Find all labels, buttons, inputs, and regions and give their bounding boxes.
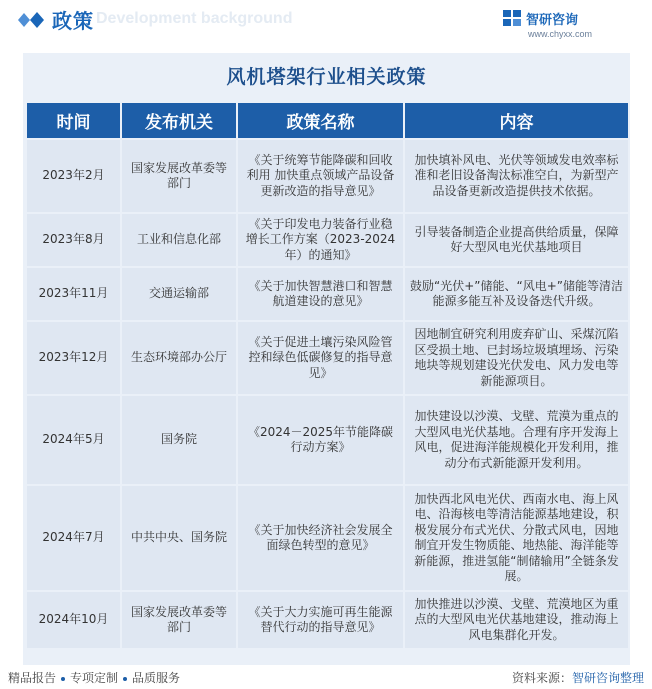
cell-content: 加快填补风电、光伏等领域发电效率标准和老旧设备淘汰标准空白，为新型产品设备更新改造提供技术依据。 xyxy=(405,140,628,212)
cell-policy-name: 《关于加快智慧港口和智慧航道建设的意见》 xyxy=(238,268,403,320)
cell-org: 生态环境部办公厅 xyxy=(122,322,236,394)
table-row xyxy=(27,486,628,590)
column-header-date: 时间 xyxy=(27,103,120,138)
cell-content: 加快西北风电光伏、西南水电、海上风电、沿海核电等清洁能源基地建设，积极发展分布式光伏、分散式风电，因地制宜开发生物质能、地热能、海洋能等新能源，推进氢能“制储输用”全链条发展。 xyxy=(405,486,628,590)
brand-url: www.chyxx.com xyxy=(528,29,593,39)
column-header-policy-name: 政策名称 xyxy=(238,103,403,138)
cell-content: 加快推进以沙漠、戈壁、荒漠地区为重点的大型风电光伏基地建设，推动海上风电集群化开发。 xyxy=(405,592,628,648)
cell-org: 交通运输部 xyxy=(122,268,236,320)
table-title: 风机塔架行业相关政策 xyxy=(226,66,427,88)
cell-date: 2024年5月 xyxy=(27,396,120,484)
table-row xyxy=(27,140,628,212)
footer-tag: 专项定制 xyxy=(70,671,119,685)
cell-date: 2024年10月 xyxy=(27,592,120,648)
cell-org: 国家发展改革委等部门 xyxy=(122,140,236,212)
cell-org: 中共中央、国务院 xyxy=(122,486,236,590)
table-header-row xyxy=(27,103,628,138)
cell-date: 2023年8月 xyxy=(27,214,120,266)
policy-panel xyxy=(23,53,630,665)
cell-policy-name: 《关于统筹节能降碳和回收利用 加快重点领域产品设备更新改造的指导意见》 xyxy=(238,140,403,212)
cell-policy-name: 《关于大力实施可再生能源替代行动的指导意见》 xyxy=(238,592,403,648)
footer-source xyxy=(512,669,644,686)
diamond-icon xyxy=(10,9,50,31)
cell-org: 国务院 xyxy=(122,396,236,484)
cell-org: 工业和信息化部 xyxy=(122,214,236,266)
cell-policy-name: 《关于促进土壤污染风险管控和绿色低碳修复的指导意见》 xyxy=(238,322,403,394)
footer-tag: 品质服务 xyxy=(132,671,181,685)
cell-content: 引导装备制造企业提高供给质量，保障好大型风电光伏基地项目 xyxy=(405,214,628,266)
cell-policy-name: 《关于加快经济社会发展全面绿色转型的意见》 xyxy=(238,486,403,590)
brand-logo-icon xyxy=(502,9,522,27)
table-row xyxy=(27,214,628,266)
page-header xyxy=(0,0,652,44)
source-label: 资料来源： xyxy=(511,671,572,685)
cell-policy-name: 《2024－2025年节能降碳行动方案》 xyxy=(238,396,403,484)
bullet-dot-icon xyxy=(123,677,127,681)
cell-org: 国家发展改革委等部门 xyxy=(122,592,236,648)
page-footer xyxy=(0,665,652,689)
cell-date: 2023年11月 xyxy=(27,268,120,320)
table-row xyxy=(27,322,628,394)
footer-tags xyxy=(8,669,180,686)
cell-date: 2023年2月 xyxy=(27,140,120,212)
column-header-org: 发布机关 xyxy=(122,103,236,138)
footer-tag: 精品报告 xyxy=(8,671,57,685)
cell-date: 2024年7月 xyxy=(27,486,120,590)
table-row xyxy=(27,592,628,648)
brand xyxy=(502,7,642,41)
bullet-dot-icon xyxy=(61,677,65,681)
cell-policy-name: 《关于印发电力装备行业稳增长工作方案（2023-2024年）的通知》 xyxy=(238,214,403,266)
cell-content: 鼓励“光伏+”储能、“风电+”储能等清洁能源多能互补及设备迭代升级。 xyxy=(405,268,628,320)
source-name: 智研咨询整理 xyxy=(571,671,644,685)
brand-name: 智研咨询 xyxy=(526,13,579,28)
table-row xyxy=(27,396,628,484)
column-header-content: 内容 xyxy=(405,103,628,138)
page-title: 政策 xyxy=(52,9,94,33)
header-watermark: Development background xyxy=(96,10,293,27)
policy-table xyxy=(25,101,630,650)
cell-content: 加快建设以沙漠、戈壁、荒漠为重点的大型风电光伏基地。合理有序开发海上风电，促进海洋能规模化开发利用，推动分布式新能源开发利用。 xyxy=(405,396,628,484)
table-row xyxy=(27,268,628,320)
cell-date: 2023年12月 xyxy=(27,322,120,394)
cell-content: 因地制宜研究利用废弃矿山、采煤沉陷区受损土地、已封场垃圾填埋场、污染地块等规划建设光伏发电、风力发电等新能源项目。 xyxy=(405,322,628,394)
